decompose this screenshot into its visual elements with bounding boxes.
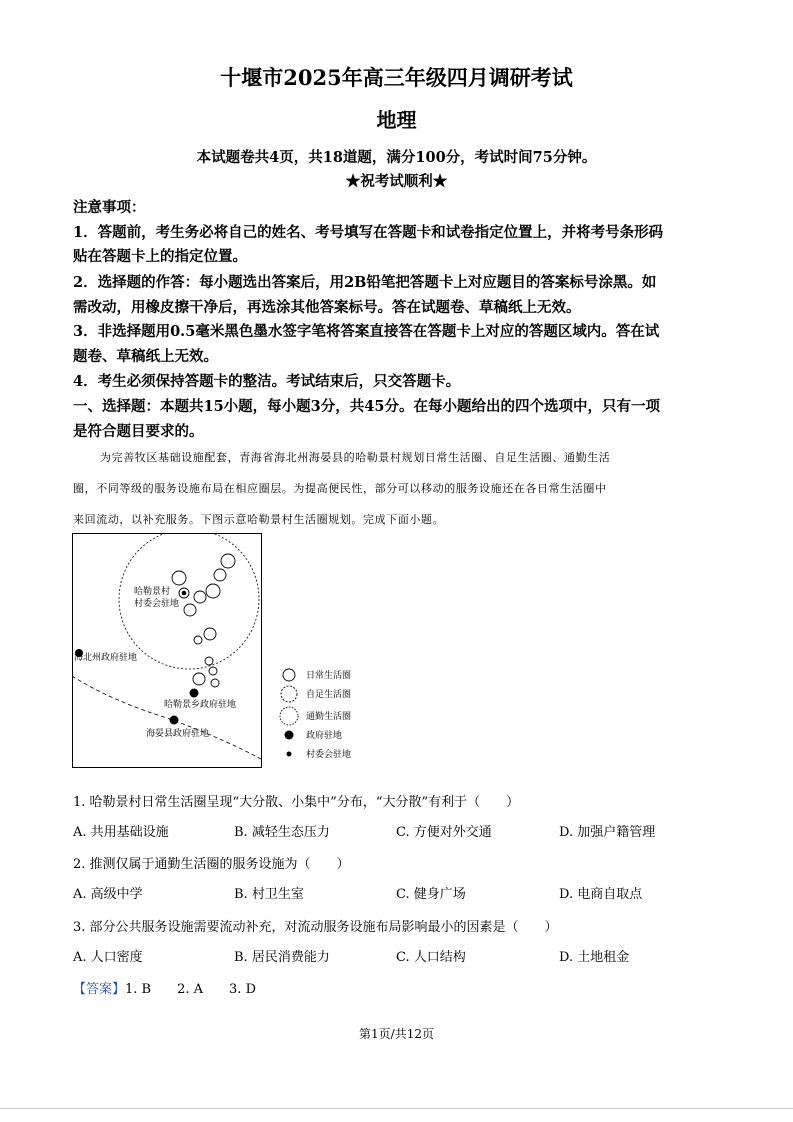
exam-wish: ★祝考试顺利★ [345,173,448,190]
label-county: 海晏县政府驻地 [146,729,210,739]
question-stem: 2. 推测仅属于通勤生活圈的服务设施为（ ） [73,857,350,872]
legend-label: 村委会驻地 [306,750,352,760]
page-number: 第1页/共12页 [359,1027,434,1041]
legend-village-icon [287,752,292,757]
option-d[interactable]: D. 电商自取点 [559,887,643,902]
legend-self-icon [281,686,297,702]
section-heading: 一、选择题：本题共15小题，每小题3分，共45分。在每小题给出的四个选项中，只有一项 [73,398,660,415]
option-d[interactable]: D. 土地租金 [559,950,630,965]
option-a[interactable]: A. 共用基础设施 [73,825,169,840]
section-heading: 是符合题目要求的。 [73,423,204,440]
daily-circles [172,554,235,687]
notes-line: 题卷、草稿纸上无效。 [73,348,218,365]
legend-label: 通勤生活圈 [306,712,352,722]
notes-line: 贴在答题卡上的指定位置。 [73,248,247,265]
label-village-committee: 村委会驻地 [134,599,180,609]
legend-gov-icon [285,731,294,740]
legend-label: 自足生活圈 [306,690,352,700]
passage-line: 来回流动，以补充服务。下图示意哈勒景村生活圈规划。完成下面小题。 [73,513,445,526]
subject-title: 地理 [376,108,417,132]
map-legend [278,665,368,765]
question-stem: 1. 哈勒景村日常生活圈呈现“大分散、小集中”分布，“大分散”有利于（ ） [73,795,520,810]
notes-line: 3．非选择题用0.5毫米黑色墨水签字笔将答案直接答在答题卡上对应的答题区域内。答在试 [73,323,660,340]
exam-info: 本试题卷共4页，共18道题，满分100分，考试时间75分钟。 [196,149,597,166]
legend-label: 政府驻地 [306,731,343,741]
option-a[interactable]: A. 人口密度 [73,950,143,965]
option-b[interactable]: B. 村卫生室 [234,887,304,902]
township-seat-dot [190,689,199,698]
option-d[interactable]: D. 加强户籍管理 [559,825,656,840]
option-b[interactable]: B. 减轻生态压力 [234,825,330,840]
label-township: 哈勒景乡政府驻地 [164,700,237,710]
notes-heading: 注意事项： [73,199,146,216]
legend-commute-icon [280,707,298,725]
county-seat-dot [170,716,179,725]
notes-line: 2．选择题的作答：每小题选出答案后，用2B铅笔把答题卡上对应题目的答案标号涂黑。如 [73,274,657,291]
commute-circle-arc [72,676,261,759]
answer-row [73,978,256,997]
map-figure [72,533,262,768]
notes-line: 4．考生必须保持答题卡的整洁。考试结束后，只交答题卡。 [73,373,461,390]
option-c[interactable]: C. 健身广场 [396,887,466,902]
option-a[interactable]: A. 高级中学 [73,887,143,902]
village-committee-dot [182,591,187,596]
answer-values: 1. B 2. A 3. D [125,982,256,997]
notes-line: 1．答题前，考生务必将自己的姓名、考号填写在答题卡和试卷指定位置上，并将考号条形码 [73,224,664,241]
passage-line: 为完善牧区基础设施配套，青海省海北州海晏县的哈勒景村规划日常生活圈、自足生活圈、通勤生活 [100,451,611,464]
answer-label: 【答案】 [73,982,126,997]
exam-title: 十堰市2025年高三年级四月调研考试 [220,65,573,90]
notes-line: 需改动，用橡皮擦干净后，再选涂其他答案标号。答在试题卷、草稿纸上无效。 [73,299,581,316]
question-stem: 3. 部分公共服务设施需要流动补充，对流动服务设施布局影响最小的因素是（ ） [73,920,558,935]
passage-line: 圈，不同等级的服务设施布局在相应圈层。为提高便民性，部分可以移动的服务设施还在各日常生活圈中 [73,482,607,495]
legend-daily-icon [283,669,295,681]
option-b[interactable]: B. 居民消费能力 [234,950,330,965]
option-c[interactable]: C. 人口结构 [396,950,466,965]
label-prefecture: 海北州政府驻地 [74,653,138,663]
option-c[interactable]: C. 方便对外交通 [396,825,492,840]
page-bottom-divider [0,1108,793,1109]
label-village: 哈勒景村 [134,587,171,597]
legend-label: 日常生活圈 [306,671,352,681]
